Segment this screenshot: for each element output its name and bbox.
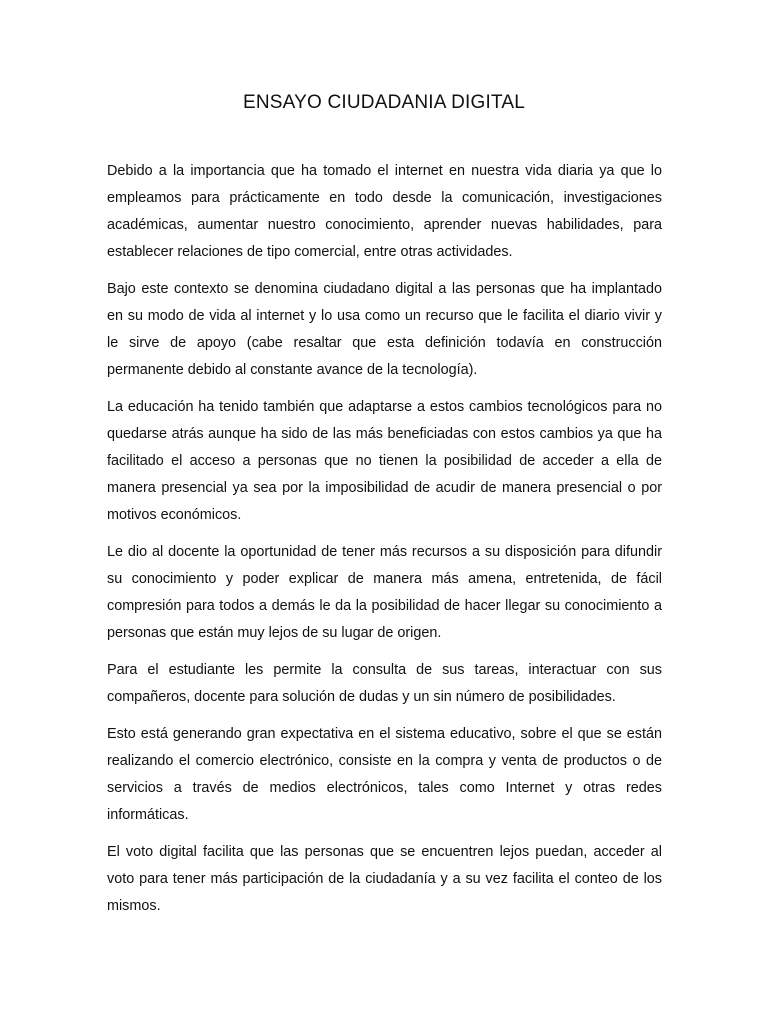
paragraph-5: Para el estudiante les permite la consulta de sus tareas, interactuar con sus compañeros, docente para solución de dudas y un sin número de posibilidades. bbox=[107, 662, 662, 705]
paragraph-7: El voto digital facilita que las personas que se encuentren lejos puedan, acceder al voto para tener más participación de la ciudadanía y a su vez facilita el conteo de los mismos. bbox=[107, 844, 662, 914]
document-title: ENSAYO CIUDADANIA DIGITAL bbox=[243, 92, 525, 113]
paragraph-3: La educación ha tenido también que adaptarse a estos cambios tecnológicos para no quedarse atrás aunque ha sido de las más beneficiadas con estos cambios ya que ha facilitado el acceso a personas que no tienen la posibilidad de acceder a ella de manera presencial ya sea por la imposibilidad de acudir de manera presencial o por motivos económicos. bbox=[107, 399, 662, 523]
document-body bbox=[107, 158, 662, 930]
paragraph-6: Esto está generando gran expectativa en el sistema educativo, sobre el que se están realizando el comercio electrónico, consiste en la compra y venta de productos o de servicios a través de medios electrónicos, tales como Internet y otras redes informáticas. bbox=[107, 726, 662, 823]
paragraph-2: Bajo este contexto se denomina ciudadano digital a las personas que ha implantado en su modo de vida al internet y lo usa como un recurso que le facilita el diario vivir y le sirve de apoyo (cabe resaltar que esta definición todavía en construcción permanente debido al constante avance de la tecnología). bbox=[107, 281, 662, 378]
paragraph-4: Le dio al docente la oportunidad de tener más recursos a su disposición para difundir su conocimiento y poder explicar de manera más amena, entretenida, de fácil compresión para todos a demás le da la posibilidad de hacer llegar su conocimiento a personas que están muy lejos de su lugar de origen. bbox=[107, 544, 662, 641]
paragraph-1: Debido a la importancia que ha tomado el internet en nuestra vida diaria ya que lo empleamos para prácticamente en todo desde la comunicación, investigaciones académicas, aumentar nuestro conocimiento, aprender nuevas habilidades, para establecer relaciones de tipo comercial, entre otras actividades. bbox=[107, 163, 662, 260]
